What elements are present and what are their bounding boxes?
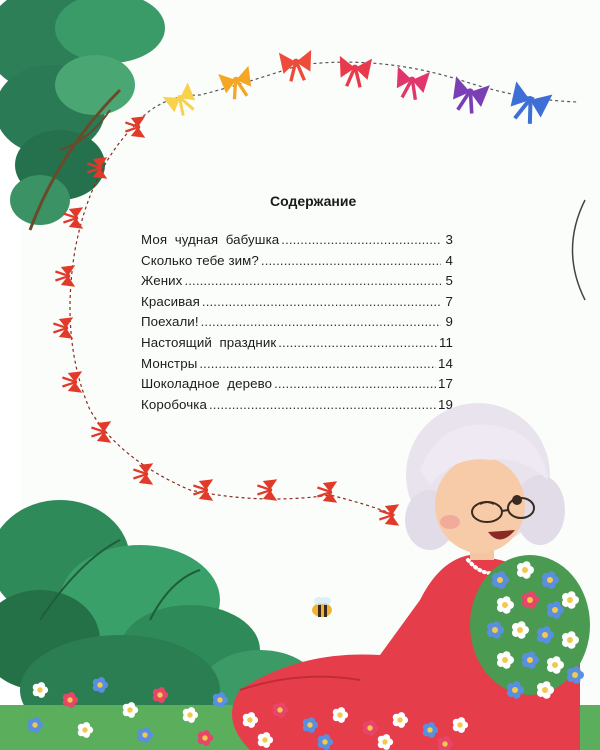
toc-entry[interactable] xyxy=(141,397,453,418)
toc-entry-page: 11 xyxy=(438,334,453,350)
toc-entry-page: 19 xyxy=(438,396,453,412)
leader-dots xyxy=(281,232,441,247)
toc-entry[interactable] xyxy=(141,376,453,397)
toc-entry-page: 7 xyxy=(445,293,453,309)
toc-entry-page: 14 xyxy=(438,355,453,371)
toc-entry-page: 17 xyxy=(438,376,453,392)
leader-dots xyxy=(209,397,436,412)
toc-entry-page: 4 xyxy=(445,252,453,268)
leader-dots xyxy=(202,294,441,309)
toc-entry-title: Моя чудная бабушка xyxy=(141,232,280,247)
toc-entry-page: 5 xyxy=(445,273,453,289)
leader-dots xyxy=(199,356,436,371)
toc-entry-page: 3 xyxy=(445,232,453,247)
toc-entry-title: Коробочка xyxy=(141,396,207,412)
leader-dots xyxy=(274,376,436,391)
toc-entry[interactable] xyxy=(141,314,453,335)
leader-dots xyxy=(201,314,441,329)
toc-entry[interactable] xyxy=(141,356,453,377)
toc-title: Содержание xyxy=(270,193,357,209)
toc-entry-title: Настоящий праздник xyxy=(141,334,277,350)
toc-entry-title: Шоколадное дерево xyxy=(141,376,273,392)
toc-entry-title: Сколько тебе зим? xyxy=(141,252,259,268)
toc-entry-title: Монстры xyxy=(141,355,198,371)
toc-entry[interactable] xyxy=(141,232,453,253)
toc-entry-title: Жених xyxy=(141,273,183,289)
toc-entry-page: 9 xyxy=(445,314,453,330)
leader-dots xyxy=(184,273,441,288)
toc-entry[interactable] xyxy=(141,335,453,356)
table-of-contents xyxy=(141,232,453,417)
toc-entry-title: Красивая xyxy=(141,293,200,309)
toc-entry-title: Поехали! xyxy=(141,314,199,330)
leader-dots xyxy=(278,335,437,350)
leader-dots xyxy=(261,253,441,268)
toc-entry[interactable] xyxy=(141,253,453,274)
bee-icon xyxy=(312,597,332,617)
toc-entry[interactable] xyxy=(141,294,453,315)
toc-entry[interactable] xyxy=(141,273,453,294)
